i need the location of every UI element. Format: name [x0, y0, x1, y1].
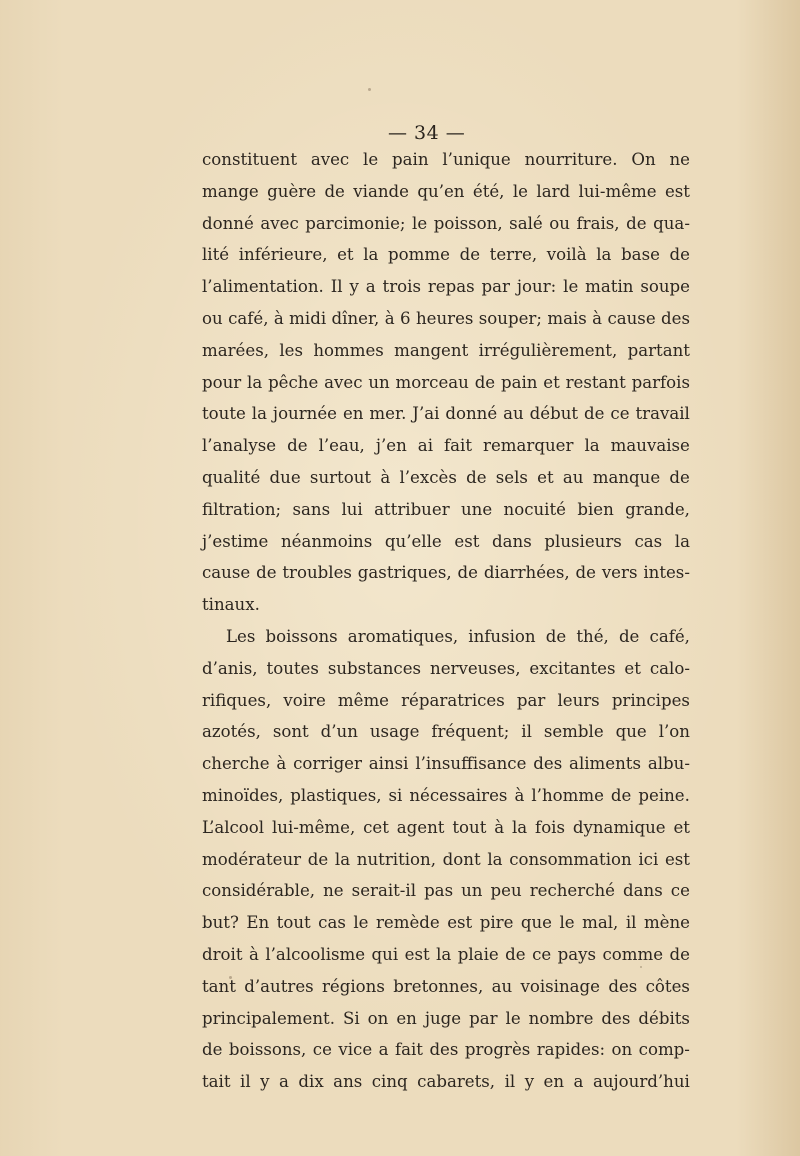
text-line: tait il y a dix ans cinq cabarets, il y en a aujourd’hui: [202, 1072, 690, 1092]
text-line: l’alimentation. Il y a trois repas par jour: le matin soupe: [202, 277, 690, 297]
text-line: de boissons, ce vice a fait des progrès rapides: on comp-: [202, 1040, 690, 1060]
text-line: filtration; sans lui attribuer une nocuité bien grande,: [202, 499, 690, 519]
paper-speck: [229, 976, 232, 979]
page-number: — 34 —: [388, 122, 466, 144]
text-line: modérateur de la nutrition, dont la consommation ici est: [202, 849, 690, 869]
text-line: but? En tout cas le remède est pire que le mal, il mène: [202, 913, 690, 933]
text-line: ou café, à midi dîner, à 6 heures souper; mais à cause des: [202, 308, 690, 328]
text-line: toute la journée en mer. J’ai donné au début de ce travail: [202, 404, 690, 424]
text-line: donné avec parcimonie; le poisson, salé ou frais, de qua-: [202, 213, 690, 233]
text-line: d’anis, toutes substances nerveuses, excitantes et calo-: [202, 658, 690, 678]
text-line: L’alcool lui-même, cet agent tout à la fois dynamique et: [202, 817, 690, 837]
text-line: rifiques, voire même réparatrices par leurs principes: [202, 690, 690, 710]
text-line: considérable, ne serait-il pas un peu recherché dans ce: [202, 881, 690, 901]
text-line: tant d’autres régions bretonnes, au voisinage des côtes: [202, 976, 690, 996]
text-line: constituent avec le pain l’unique nourriture. On ne: [202, 150, 690, 169]
text-line: cause de troubles gastriques, de diarrhées, de vers intes-: [202, 563, 690, 583]
text-line: Les boissons aromatiques, infusion de thé, de café,: [226, 626, 690, 646]
text-line: principalement. Si on en juge par le nombre des débits: [202, 1008, 690, 1028]
text-line: j’estime néanmoins qu’elle est dans plusieurs cas la: [202, 531, 690, 551]
text-line: pour la pêche avec un morceau de pain et restant parfois: [202, 372, 690, 392]
paper-speck: [368, 88, 371, 91]
text-line: marées, les hommes mangent irrégulièrement, partant: [202, 340, 690, 360]
text-line: l’analyse de l’eau, j’en ai fait remarquer la mauvaise: [202, 436, 690, 456]
text-line: azotés, sont d’un usage fréquent; il semble que l’on: [202, 722, 690, 742]
text-line: minoïdes, plastiques, si nécessaires à l’homme de peine.: [202, 785, 690, 805]
text-line: droit à l’alcoolisme qui est la plaie de ce pays comme de: [202, 944, 690, 964]
text-line: lité inférieure, et la pomme de terre, voilà la base de: [202, 245, 690, 265]
body-text: [202, 144, 690, 1098]
paper-speck: [640, 966, 642, 968]
text-line: cherche à corriger ainsi l’insuffisance des aliments albu-: [202, 754, 690, 774]
text-line: qualité due surtout à l’excès de sels et au manque de: [202, 467, 690, 487]
text-line: tinaux.: [202, 595, 260, 615]
text-line: mange guère de viande qu’en été, le lard lui-même est: [202, 181, 690, 201]
